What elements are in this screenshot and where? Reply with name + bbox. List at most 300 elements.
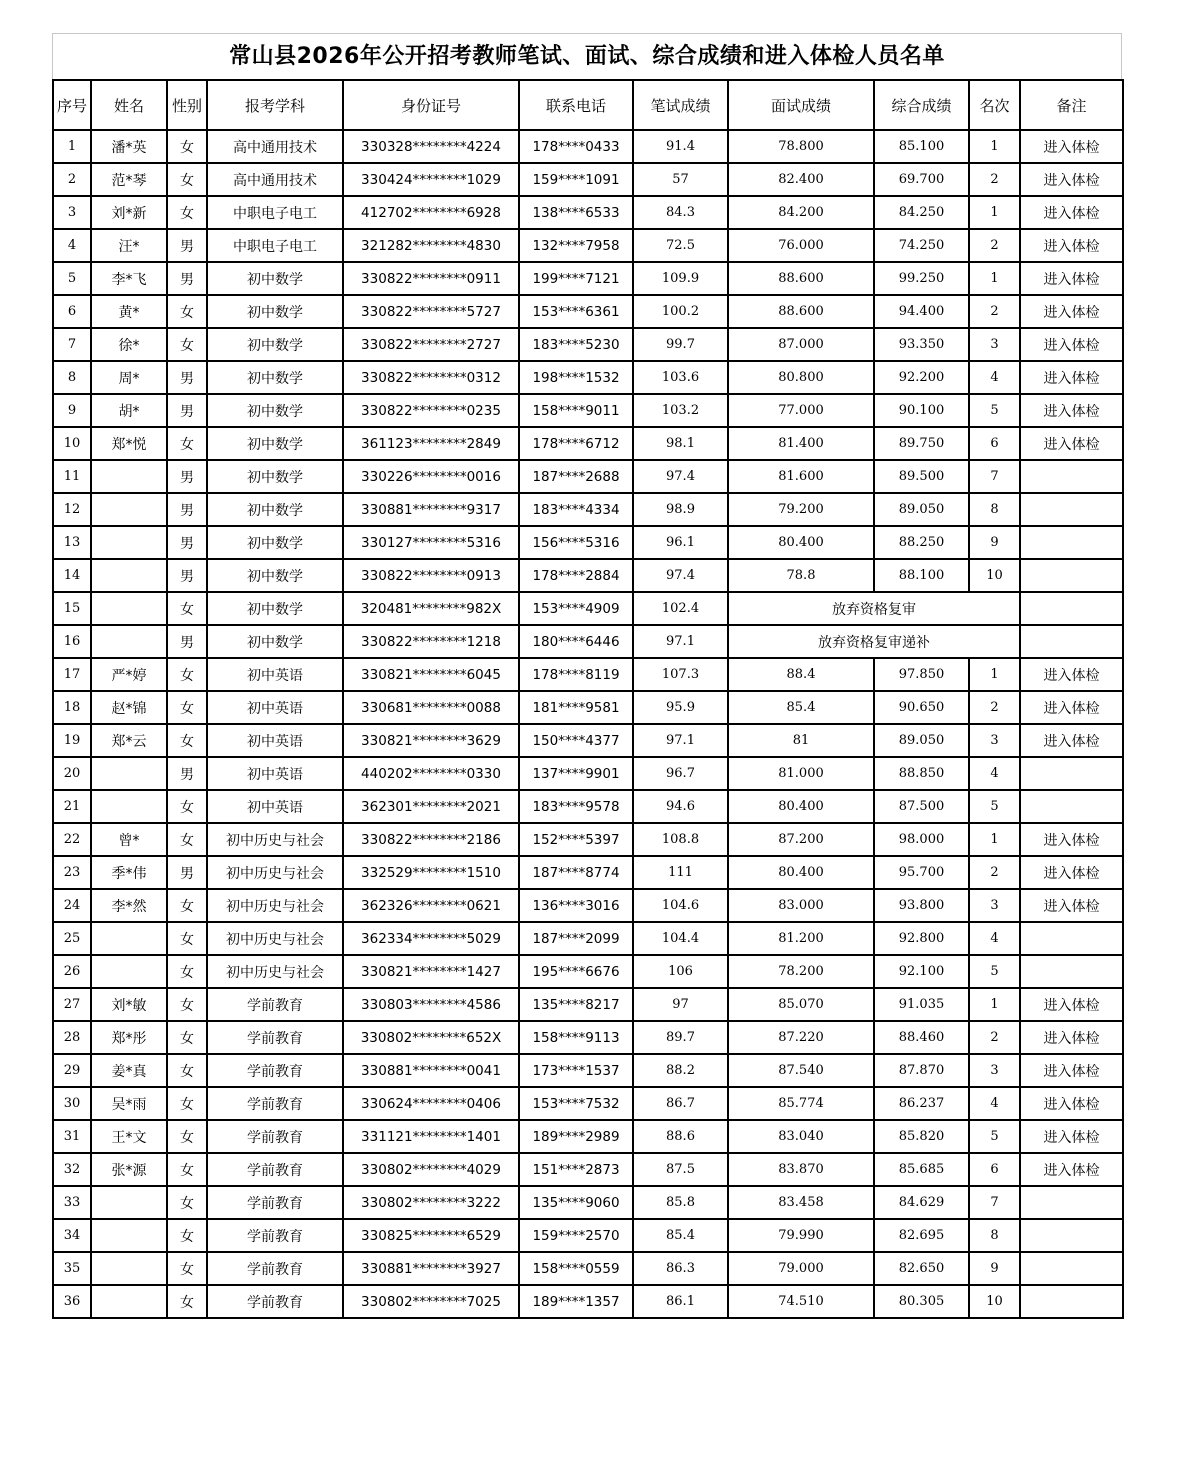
cell-name: 吴*雨 xyxy=(91,1087,167,1120)
cell-name: 王*文 xyxy=(91,1120,167,1153)
cell-id-number: 330424********1029 xyxy=(343,163,519,196)
cell-remark: 进入体检 xyxy=(1020,658,1123,691)
cell-written-score: 111 xyxy=(633,856,728,889)
table-row xyxy=(53,328,1123,361)
cell-interview-score: 87.200 xyxy=(728,823,874,856)
cell-phone: 187****8774 xyxy=(519,856,633,889)
cell-subject: 初中英语 xyxy=(207,691,343,724)
table-row xyxy=(53,955,1123,988)
cell-total-score: 82.650 xyxy=(874,1252,969,1285)
table-row xyxy=(53,790,1123,823)
results-table xyxy=(52,79,1124,1319)
cell-index: 22 xyxy=(53,823,91,856)
cell-written-score: 107.3 xyxy=(633,658,728,691)
cell-name xyxy=(91,526,167,559)
cell-index: 13 xyxy=(53,526,91,559)
cell-phone: 153****4909 xyxy=(519,592,633,625)
cell-subject: 学前教育 xyxy=(207,988,343,1021)
cell-index: 2 xyxy=(53,163,91,196)
cell-phone: 178****8119 xyxy=(519,658,633,691)
cell-name: 姜*真 xyxy=(91,1054,167,1087)
table-row xyxy=(53,295,1123,328)
cell-subject: 初中英语 xyxy=(207,757,343,790)
cell-interview-score: 83.040 xyxy=(728,1120,874,1153)
table-row xyxy=(53,460,1123,493)
cell-subject: 初中数学 xyxy=(207,625,343,658)
cell-interview-score: 放弃资格复审递补 xyxy=(728,625,1020,658)
cell-id-number: 330226********0016 xyxy=(343,460,519,493)
cell-total-score: 89.050 xyxy=(874,493,969,526)
cell-id-number: 361123********2849 xyxy=(343,427,519,460)
cell-name xyxy=(91,460,167,493)
cell-interview-score: 81.000 xyxy=(728,757,874,790)
cell-rank: 1 xyxy=(969,658,1020,691)
col-header-rank: 名次 xyxy=(969,80,1020,130)
cell-phone: 189****1357 xyxy=(519,1285,633,1318)
page-title: 常山县2026年公开招考教师笔试、面试、综合成绩和进入体检人员名单 xyxy=(52,33,1122,79)
cell-subject: 初中数学 xyxy=(207,361,343,394)
cell-gender: 女 xyxy=(167,1285,207,1318)
cell-total-score: 85.820 xyxy=(874,1120,969,1153)
cell-subject: 初中数学 xyxy=(207,394,343,427)
cell-gender: 男 xyxy=(167,460,207,493)
table-row xyxy=(53,724,1123,757)
cell-rank: 6 xyxy=(969,1153,1020,1186)
cell-written-score: 99.7 xyxy=(633,328,728,361)
cell-index: 11 xyxy=(53,460,91,493)
cell-phone: 138****6533 xyxy=(519,196,633,229)
cell-written-score: 98.1 xyxy=(633,427,728,460)
cell-index: 28 xyxy=(53,1021,91,1054)
cell-id-number: 330822********0235 xyxy=(343,394,519,427)
cell-written-score: 86.1 xyxy=(633,1285,728,1318)
cell-subject: 学前教育 xyxy=(207,1219,343,1252)
cell-total-score: 93.350 xyxy=(874,328,969,361)
cell-phone: 189****2989 xyxy=(519,1120,633,1153)
cell-written-score: 106 xyxy=(633,955,728,988)
cell-written-score: 84.3 xyxy=(633,196,728,229)
cell-interview-score: 88.600 xyxy=(728,262,874,295)
cell-subject: 初中数学 xyxy=(207,262,343,295)
cell-name: 周* xyxy=(91,361,167,394)
cell-written-score: 97.1 xyxy=(633,724,728,757)
cell-subject: 学前教育 xyxy=(207,1087,343,1120)
cell-index: 26 xyxy=(53,955,91,988)
cell-index: 21 xyxy=(53,790,91,823)
cell-written-score: 86.7 xyxy=(633,1087,728,1120)
table-row xyxy=(53,922,1123,955)
cell-gender: 男 xyxy=(167,361,207,394)
cell-index: 14 xyxy=(53,559,91,592)
cell-remark: 进入体检 xyxy=(1020,691,1123,724)
cell-gender: 女 xyxy=(167,427,207,460)
cell-phone: 181****9581 xyxy=(519,691,633,724)
cell-rank: 5 xyxy=(969,1120,1020,1153)
cell-interview-score: 80.400 xyxy=(728,856,874,889)
cell-total-score: 88.850 xyxy=(874,757,969,790)
cell-written-score: 89.7 xyxy=(633,1021,728,1054)
cell-interview-score: 79.200 xyxy=(728,493,874,526)
cell-phone: 183****4334 xyxy=(519,493,633,526)
cell-name: 徐* xyxy=(91,328,167,361)
cell-index: 16 xyxy=(53,625,91,658)
cell-gender: 女 xyxy=(167,1153,207,1186)
cell-id-number: 330881********9317 xyxy=(343,493,519,526)
cell-remark xyxy=(1020,526,1123,559)
cell-name xyxy=(91,1252,167,1285)
cell-interview-score: 81.200 xyxy=(728,922,874,955)
table-row xyxy=(53,625,1123,658)
cell-name xyxy=(91,757,167,790)
cell-phone: 158****0559 xyxy=(519,1252,633,1285)
cell-phone: 136****3016 xyxy=(519,889,633,922)
cell-id-number: 362334********5029 xyxy=(343,922,519,955)
cell-remark: 进入体检 xyxy=(1020,295,1123,328)
cell-interview-score: 81.600 xyxy=(728,460,874,493)
cell-phone: 187****2099 xyxy=(519,922,633,955)
cell-name xyxy=(91,955,167,988)
cell-total-score: 99.250 xyxy=(874,262,969,295)
cell-phone: 180****6446 xyxy=(519,625,633,658)
cell-rank: 10 xyxy=(969,559,1020,592)
cell-index: 35 xyxy=(53,1252,91,1285)
cell-id-number: 330821********6045 xyxy=(343,658,519,691)
cell-written-score: 97.1 xyxy=(633,625,728,658)
cell-interview-score: 88.4 xyxy=(728,658,874,691)
cell-gender: 女 xyxy=(167,955,207,988)
cell-total-score: 93.800 xyxy=(874,889,969,922)
cell-id-number: 330127********5316 xyxy=(343,526,519,559)
cell-id-number: 332529********1510 xyxy=(343,856,519,889)
cell-gender: 女 xyxy=(167,328,207,361)
cell-name: 潘*英 xyxy=(91,130,167,163)
cell-interview-score: 80.400 xyxy=(728,526,874,559)
cell-written-score: 88.6 xyxy=(633,1120,728,1153)
cell-total-score: 92.800 xyxy=(874,922,969,955)
cell-interview-score: 87.220 xyxy=(728,1021,874,1054)
cell-rank: 2 xyxy=(969,163,1020,196)
cell-rank: 4 xyxy=(969,922,1020,955)
cell-rank: 2 xyxy=(969,856,1020,889)
cell-rank: 3 xyxy=(969,1054,1020,1087)
cell-written-score: 87.5 xyxy=(633,1153,728,1186)
cell-total-score: 90.100 xyxy=(874,394,969,427)
cell-phone: 159****2570 xyxy=(519,1219,633,1252)
cell-rank: 10 xyxy=(969,1285,1020,1318)
cell-name: 郑*悦 xyxy=(91,427,167,460)
cell-gender: 女 xyxy=(167,724,207,757)
cell-phone: 135****8217 xyxy=(519,988,633,1021)
cell-interview-score: 76.000 xyxy=(728,229,874,262)
cell-written-score: 97 xyxy=(633,988,728,1021)
table-row xyxy=(53,823,1123,856)
cell-subject: 初中历史与社会 xyxy=(207,889,343,922)
cell-subject: 初中数学 xyxy=(207,526,343,559)
cell-interview-score: 87.540 xyxy=(728,1054,874,1087)
cell-remark xyxy=(1020,493,1123,526)
cell-index: 1 xyxy=(53,130,91,163)
cell-name: 季*伟 xyxy=(91,856,167,889)
cell-index: 31 xyxy=(53,1120,91,1153)
cell-name: 郑*云 xyxy=(91,724,167,757)
cell-rank: 5 xyxy=(969,790,1020,823)
table-row xyxy=(53,757,1123,790)
table-row xyxy=(53,493,1123,526)
cell-rank: 5 xyxy=(969,955,1020,988)
cell-rank: 6 xyxy=(969,427,1020,460)
col-header-written-score: 笔试成绩 xyxy=(633,80,728,130)
cell-interview-score: 87.000 xyxy=(728,328,874,361)
cell-index: 33 xyxy=(53,1186,91,1219)
table-row xyxy=(53,988,1123,1021)
cell-written-score: 57 xyxy=(633,163,728,196)
cell-remark: 进入体检 xyxy=(1020,1120,1123,1153)
cell-phone: 151****2873 xyxy=(519,1153,633,1186)
cell-index: 10 xyxy=(53,427,91,460)
table-row xyxy=(53,526,1123,559)
cell-gender: 女 xyxy=(167,889,207,922)
cell-index: 8 xyxy=(53,361,91,394)
cell-total-score: 90.650 xyxy=(874,691,969,724)
cell-index: 24 xyxy=(53,889,91,922)
cell-gender: 女 xyxy=(167,163,207,196)
table-row xyxy=(53,361,1123,394)
cell-name: 胡* xyxy=(91,394,167,427)
cell-id-number: 330822********0913 xyxy=(343,559,519,592)
cell-index: 5 xyxy=(53,262,91,295)
cell-subject: 学前教育 xyxy=(207,1153,343,1186)
cell-subject: 高中通用技术 xyxy=(207,163,343,196)
cell-index: 27 xyxy=(53,988,91,1021)
cell-interview-score: 78.200 xyxy=(728,955,874,988)
cell-remark: 进入体检 xyxy=(1020,1021,1123,1054)
cell-remark xyxy=(1020,1252,1123,1285)
cell-remark xyxy=(1020,1186,1123,1219)
cell-written-score: 102.4 xyxy=(633,592,728,625)
score-sheet xyxy=(52,33,1122,1319)
cell-id-number: 330822********2727 xyxy=(343,328,519,361)
cell-index: 29 xyxy=(53,1054,91,1087)
cell-gender: 男 xyxy=(167,757,207,790)
cell-subject: 学前教育 xyxy=(207,1054,343,1087)
col-header-gender: 性别 xyxy=(167,80,207,130)
cell-index: 19 xyxy=(53,724,91,757)
cell-subject: 初中历史与社会 xyxy=(207,823,343,856)
table-row xyxy=(53,889,1123,922)
cell-gender: 女 xyxy=(167,1120,207,1153)
cell-gender: 女 xyxy=(167,790,207,823)
cell-name: 赵*锦 xyxy=(91,691,167,724)
cell-gender: 女 xyxy=(167,1252,207,1285)
cell-total-score: 98.000 xyxy=(874,823,969,856)
cell-id-number: 440202********0330 xyxy=(343,757,519,790)
cell-subject: 初中英语 xyxy=(207,790,343,823)
cell-phone: 152****5397 xyxy=(519,823,633,856)
cell-id-number: 331121********1401 xyxy=(343,1120,519,1153)
cell-written-score: 91.4 xyxy=(633,130,728,163)
table-row xyxy=(53,1252,1123,1285)
cell-rank: 5 xyxy=(969,394,1020,427)
cell-remark xyxy=(1020,922,1123,955)
cell-interview-score: 88.600 xyxy=(728,295,874,328)
cell-id-number: 362301********2021 xyxy=(343,790,519,823)
cell-phone: 137****9901 xyxy=(519,757,633,790)
cell-remark xyxy=(1020,625,1123,658)
table-row xyxy=(53,1186,1123,1219)
cell-index: 6 xyxy=(53,295,91,328)
cell-remark xyxy=(1020,559,1123,592)
cell-interview-score: 84.200 xyxy=(728,196,874,229)
cell-gender: 女 xyxy=(167,1087,207,1120)
cell-total-score: 85.685 xyxy=(874,1153,969,1186)
cell-interview-score: 78.8 xyxy=(728,559,874,592)
cell-rank: 9 xyxy=(969,1252,1020,1285)
col-header-remark: 备注 xyxy=(1020,80,1123,130)
cell-id-number: 362326********0621 xyxy=(343,889,519,922)
cell-interview-score: 79.990 xyxy=(728,1219,874,1252)
cell-subject: 学前教育 xyxy=(207,1021,343,1054)
cell-subject: 初中历史与社会 xyxy=(207,922,343,955)
cell-remark: 进入体检 xyxy=(1020,724,1123,757)
cell-written-score: 108.8 xyxy=(633,823,728,856)
table-row xyxy=(53,856,1123,889)
cell-index: 15 xyxy=(53,592,91,625)
cell-id-number: 330822********5727 xyxy=(343,295,519,328)
cell-gender: 男 xyxy=(167,394,207,427)
cell-total-score: 84.250 xyxy=(874,196,969,229)
table-row xyxy=(53,1120,1123,1153)
table-row xyxy=(53,1087,1123,1120)
cell-remark xyxy=(1020,955,1123,988)
cell-name: 汪* xyxy=(91,229,167,262)
cell-index: 32 xyxy=(53,1153,91,1186)
cell-index: 17 xyxy=(53,658,91,691)
cell-id-number: 330822********0911 xyxy=(343,262,519,295)
cell-subject: 初中数学 xyxy=(207,328,343,361)
cell-interview-score: 85.774 xyxy=(728,1087,874,1120)
cell-rank: 1 xyxy=(969,988,1020,1021)
cell-name xyxy=(91,1285,167,1318)
cell-name: 李*然 xyxy=(91,889,167,922)
cell-gender: 女 xyxy=(167,691,207,724)
cell-remark xyxy=(1020,592,1123,625)
table-row xyxy=(53,130,1123,163)
cell-rank: 9 xyxy=(969,526,1020,559)
cell-remark: 进入体检 xyxy=(1020,394,1123,427)
cell-index: 18 xyxy=(53,691,91,724)
table-row xyxy=(53,394,1123,427)
cell-remark xyxy=(1020,1285,1123,1318)
cell-id-number: 330803********4586 xyxy=(343,988,519,1021)
cell-remark: 进入体检 xyxy=(1020,823,1123,856)
cell-gender: 女 xyxy=(167,1186,207,1219)
cell-total-score: 91.035 xyxy=(874,988,969,1021)
cell-name xyxy=(91,625,167,658)
cell-remark: 进入体检 xyxy=(1020,130,1123,163)
cell-id-number: 330821********1427 xyxy=(343,955,519,988)
cell-rank: 1 xyxy=(969,823,1020,856)
cell-subject: 学前教育 xyxy=(207,1120,343,1153)
cell-rank: 4 xyxy=(969,361,1020,394)
cell-total-score: 92.200 xyxy=(874,361,969,394)
cell-written-score: 94.6 xyxy=(633,790,728,823)
col-header-id-number: 身份证号 xyxy=(343,80,519,130)
cell-total-score: 97.850 xyxy=(874,658,969,691)
cell-phone: 153****7532 xyxy=(519,1087,633,1120)
cell-name: 严*婷 xyxy=(91,658,167,691)
table-row xyxy=(53,1021,1123,1054)
cell-written-score: 85.8 xyxy=(633,1186,728,1219)
cell-total-score: 69.700 xyxy=(874,163,969,196)
cell-rank: 1 xyxy=(969,262,1020,295)
cell-interview-score: 83.870 xyxy=(728,1153,874,1186)
cell-gender: 男 xyxy=(167,262,207,295)
cell-interview-score: 83.458 xyxy=(728,1186,874,1219)
cell-subject: 初中英语 xyxy=(207,658,343,691)
cell-phone: 198****1532 xyxy=(519,361,633,394)
cell-rank: 8 xyxy=(969,1219,1020,1252)
table-row xyxy=(53,691,1123,724)
cell-name: 黄* xyxy=(91,295,167,328)
cell-id-number: 330822********2186 xyxy=(343,823,519,856)
cell-written-score: 86.3 xyxy=(633,1252,728,1285)
cell-subject: 初中历史与社会 xyxy=(207,955,343,988)
cell-written-score: 100.2 xyxy=(633,295,728,328)
cell-interview-score: 85.070 xyxy=(728,988,874,1021)
col-header-subject: 报考学科 xyxy=(207,80,343,130)
cell-phone: 158****9011 xyxy=(519,394,633,427)
cell-rank: 8 xyxy=(969,493,1020,526)
cell-subject: 中职电子电工 xyxy=(207,196,343,229)
cell-phone: 132****7958 xyxy=(519,229,633,262)
cell-remark: 进入体检 xyxy=(1020,262,1123,295)
table-row xyxy=(53,592,1123,625)
cell-subject: 初中数学 xyxy=(207,427,343,460)
cell-gender: 男 xyxy=(167,856,207,889)
cell-index: 7 xyxy=(53,328,91,361)
cell-id-number: 330822********1218 xyxy=(343,625,519,658)
cell-written-score: 96.1 xyxy=(633,526,728,559)
cell-id-number: 330821********3629 xyxy=(343,724,519,757)
cell-rank: 2 xyxy=(969,229,1020,262)
cell-total-score: 80.305 xyxy=(874,1285,969,1318)
table-row xyxy=(53,1054,1123,1087)
cell-phone: 135****9060 xyxy=(519,1186,633,1219)
cell-remark: 进入体检 xyxy=(1020,361,1123,394)
cell-phone: 173****1537 xyxy=(519,1054,633,1087)
header-row xyxy=(53,80,1123,130)
cell-total-score: 88.460 xyxy=(874,1021,969,1054)
cell-total-score: 89.050 xyxy=(874,724,969,757)
table-row xyxy=(53,196,1123,229)
cell-subject: 初中数学 xyxy=(207,559,343,592)
cell-remark: 进入体检 xyxy=(1020,163,1123,196)
cell-id-number: 412702********6928 xyxy=(343,196,519,229)
cell-written-score: 97.4 xyxy=(633,559,728,592)
cell-interview-score: 83.000 xyxy=(728,889,874,922)
cell-id-number: 330825********6529 xyxy=(343,1219,519,1252)
col-header-interview-score: 面试成绩 xyxy=(728,80,874,130)
col-header-total-score: 综合成绩 xyxy=(874,80,969,130)
cell-id-number: 330802********652X xyxy=(343,1021,519,1054)
cell-written-score: 95.9 xyxy=(633,691,728,724)
cell-phone: 183****5230 xyxy=(519,328,633,361)
cell-written-score: 109.9 xyxy=(633,262,728,295)
cell-interview-score: 80.800 xyxy=(728,361,874,394)
cell-name: 李*飞 xyxy=(91,262,167,295)
cell-phone: 158****9113 xyxy=(519,1021,633,1054)
cell-name xyxy=(91,922,167,955)
